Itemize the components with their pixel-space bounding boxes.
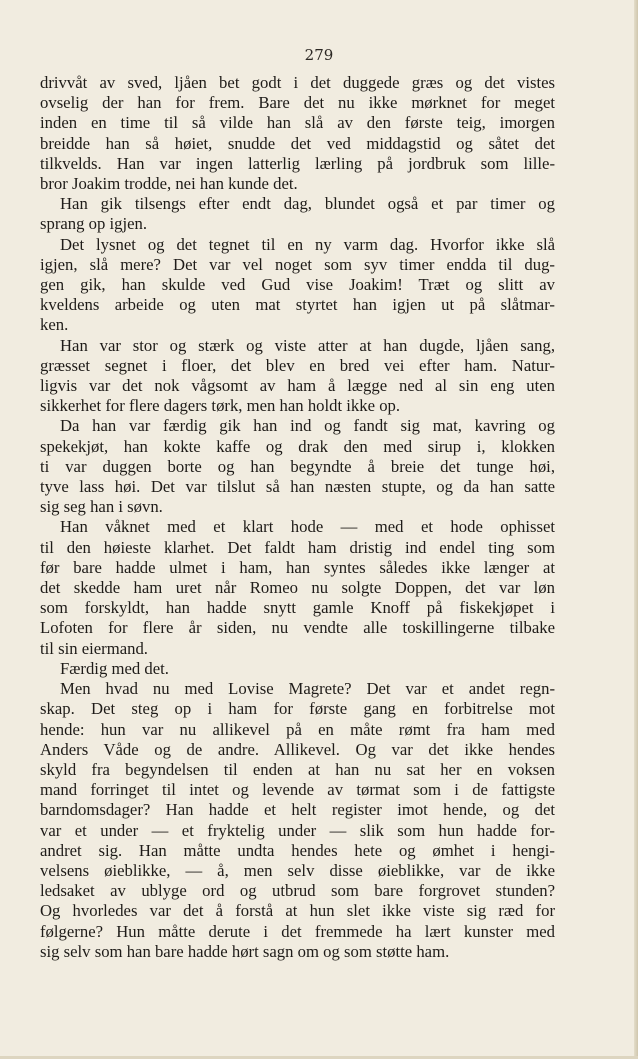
text-line: Han var stor og stærk og viste atter at han dugde, ljåen sang, [60, 335, 555, 355]
text-line: Anders Våde og de andre. Allikevel. Og var det ikke hendes [40, 739, 555, 759]
paragraph [40, 336, 555, 417]
text-line: mand forringet til intet og levende av tørmat som i de fattigste [40, 780, 555, 800]
paragraph [40, 659, 555, 679]
text-line: skap. Det steg op i ham for første gang en forbitrelse mot [40, 699, 555, 719]
text-line: sprang op igjen. [40, 214, 148, 234]
paragraph [40, 235, 555, 336]
paragraph [40, 73, 555, 194]
text-line: Og hvorledes var det å forstå at hun slet ikke viste sig ræd for [40, 901, 555, 921]
text-line: spekekjøt, han kokte kaffe og drak den med sirup i, klokken [40, 436, 555, 456]
page-number: 279 [304, 46, 334, 64]
text-line: barndomsdager? Han hadde et helt register imot hende, og det [40, 800, 555, 820]
body-text [40, 73, 555, 962]
text-line: før bare hadde ulmet i ham, han syntes således ikke længer at [40, 557, 555, 577]
paragraph [40, 194, 555, 234]
text-line: drivvåt av sved, ljåen bet godt i det duggede græs og det vistes [40, 73, 555, 92]
text-line: Færdig med det. [60, 658, 169, 678]
text-line: skyld fra begyndelsen til enden at han nu sat her en voksen [40, 759, 555, 779]
text-line: inden en time til så vilde han slå av den første teig, imorgen [40, 113, 555, 133]
text-line: Han våknet med et klart hode — med et hode ophisset [60, 517, 555, 537]
text-line: ledsaket av ublyge ord og utbrud som bare forgrovet stunden? [40, 881, 555, 901]
text-line: bror Joakim trodde, nei han kunde det. [40, 174, 298, 194]
text-line: tyve lass høi. Det var tilslut så han næsten stupte, og da han satte [40, 477, 555, 497]
paragraph [40, 416, 555, 517]
text-line: Da han var færdig gik han ind og fandt sig mat, kavring og [60, 416, 555, 436]
text-line: som forskyldt, han hadde snytt gamle Knoff på fiskekjøpet i [40, 598, 555, 618]
text-line: til den høieste klarhet. Det faldt ham dristig ind endel ting som [40, 537, 555, 557]
text-line: velsens øieblikke, — å, men selv disse øieblikke, var de ikke [40, 860, 555, 880]
text-line: det skedde ham uret når Romeo nu solgte Doppen, det var løn [40, 578, 555, 598]
text-line: andret sig. Han måtte undta hendes hete og ømhet i hengi- [40, 840, 555, 860]
text-line: breidde han så høiet, snudde det ved middagstid og såtet det [40, 133, 555, 153]
text-line: ligvis var det nok vågsomt av ham å lægge ned al sin eng uten [40, 376, 555, 396]
text-line: ti var duggen borte og han begyndte å breie det tunge høi, [40, 456, 555, 476]
text-line: sig selv som han bare hadde hørt sagn om og som støtte ham. [40, 941, 450, 961]
paragraph [40, 679, 555, 962]
text-line: til sin eiermand. [40, 638, 148, 658]
text-line: tilkvelds. Han var ingen latterlig lærling på jordbruk som lille- [40, 153, 555, 173]
text-line: græsset segnet i floer, det blev en bred vei efter ham. Natur- [40, 355, 555, 375]
text-line: ken. [40, 315, 69, 335]
text-line: hende: hun var nu allikevel på en måte rømt fra ham med [40, 719, 555, 739]
page-edge-shadow [634, 0, 638, 1059]
text-line: gen gik, han skulde ved Gud vise Joakim! Træt og slitt av [40, 275, 555, 295]
text-line: Han gik tilsengs efter endt dag, blundet også et par timer og [60, 194, 555, 214]
text-line: igjen, slå mere? Det var vel noget som syv timer endda til dug- [40, 254, 555, 274]
text-line: Det lysnet og det tegnet til en ny varm dag. Hvorfor ikke slå [60, 234, 555, 254]
text-line: følgerne? Hun måtte derute i det fremmede ha lært kunster med [40, 921, 555, 941]
text-line: ovselig der han for frem. Bare det nu ikke mørknet for meget [40, 93, 555, 113]
text-line: kveldens arbeide og uten mat styrtet han igjen ut på slåtmar- [40, 295, 555, 315]
text-line: var et under — et fryktelig under — slik som hun hadde for- [40, 820, 555, 840]
text-line: Lofoten for flere år siden, nu vendte alle toskillingerne tilbake [40, 618, 555, 638]
paragraph [40, 517, 555, 658]
text-line: sig seg han i søvn. [40, 497, 163, 517]
text-line: Men hvad nu med Lovise Magrete? Det var et andet regn- [60, 679, 555, 699]
text-line: sikkerhet for flere dagers tørk, men han holdt ikke op. [40, 396, 401, 416]
